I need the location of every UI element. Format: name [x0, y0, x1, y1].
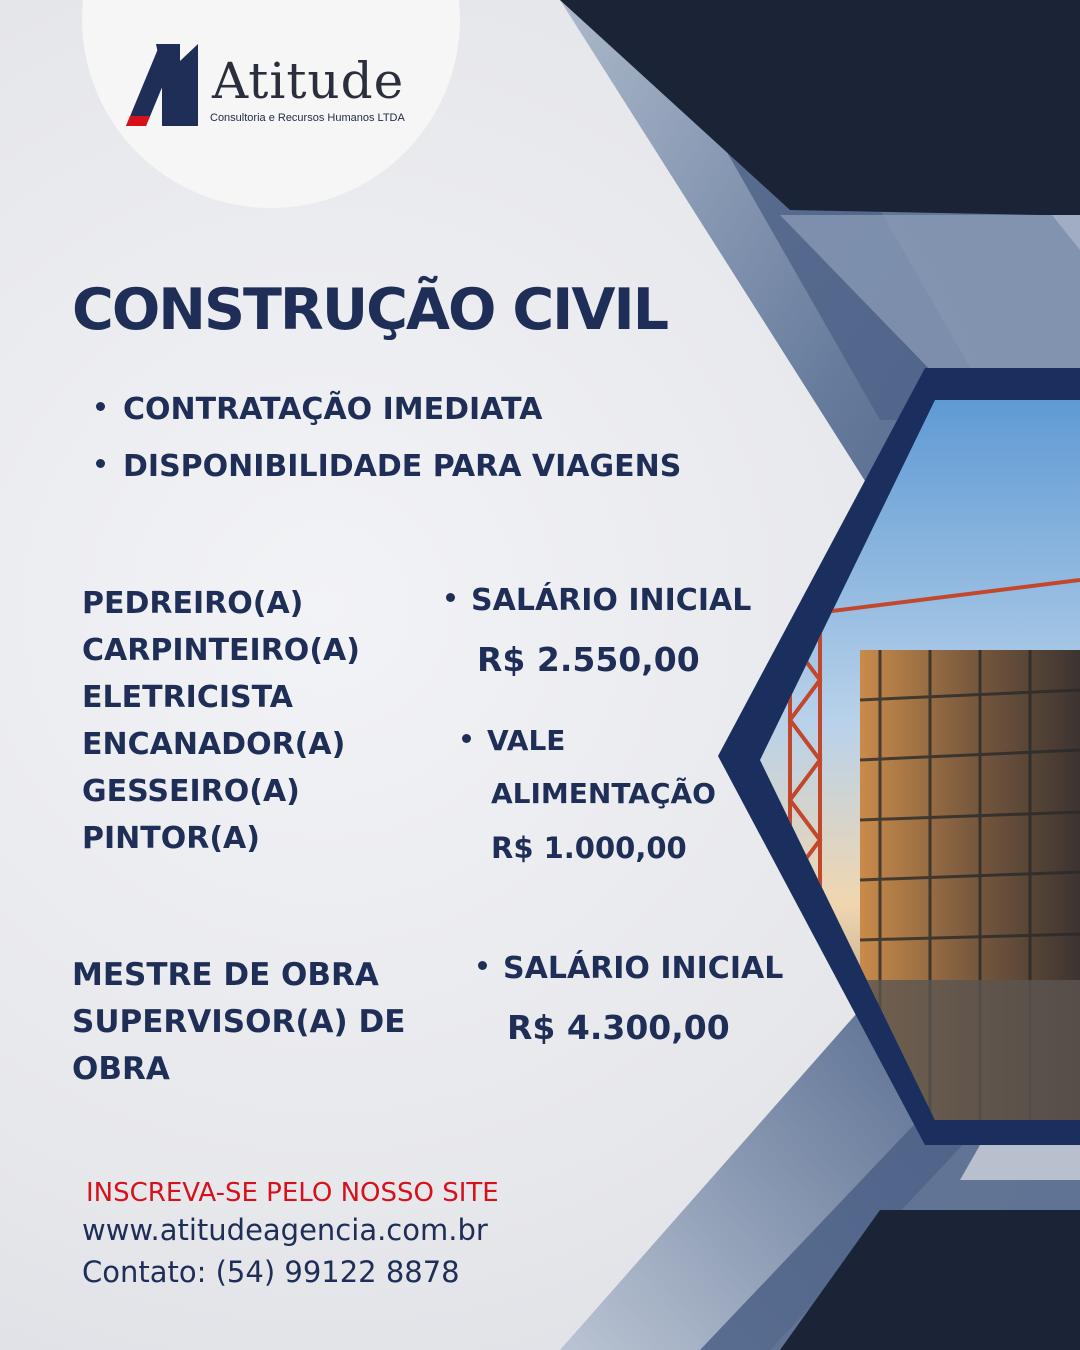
role-item: CARPINTEIRO(A) [82, 633, 360, 668]
role-item: PEDREIRO(A) [82, 586, 304, 621]
role-list-1 [82, 580, 360, 862]
bullet-icon [96, 459, 105, 468]
role-item: OBRA [72, 1051, 170, 1087]
highlight-item [96, 449, 682, 484]
salary-value-2: R$ 4.300,00 [507, 1008, 730, 1047]
role-item: GESSEIRO(A) [82, 774, 300, 809]
headline: CONSTRUÇÃO CIVIL [72, 277, 668, 343]
bullet-icon [478, 961, 487, 970]
logo-subtitle: Consultoria e Recursos Humanos LTDA [210, 112, 405, 124]
role-list-2 [72, 952, 405, 1093]
salary-label-1: SALÁRIO INICIAL [446, 586, 751, 616]
bullet-icon [446, 593, 455, 602]
benefit-label-2: ALIMENTAÇÃO [491, 777, 716, 810]
logo-a-icon [122, 42, 202, 130]
salary-value-1: R$ 2.550,00 [477, 640, 700, 679]
website-link[interactable]: www.atitudeagencia.com.br [82, 1213, 488, 1247]
role-item: PINTOR(A) [82, 821, 260, 856]
contact-phone: Contato: (54) 99122 8878 [82, 1255, 460, 1289]
bullet-icon [96, 402, 105, 411]
highlight-text: CONTRATAÇÃO IMEDIATA [123, 392, 543, 427]
highlight-text: DISPONIBILIDADE PARA VIAGENS [123, 449, 682, 484]
highlight-item [96, 392, 543, 427]
bullet-icon [462, 734, 471, 743]
role-item: SUPERVISOR(A) DE [72, 1004, 406, 1040]
benefit-value: R$ 1.000,00 [491, 831, 687, 865]
salary-label-2: SALÁRIO INICIAL [478, 954, 783, 984]
role-item: MESTRE DE OBRA [72, 957, 379, 993]
role-item: ELETRICISTA [82, 680, 293, 715]
logo-name: Atitude [212, 52, 405, 110]
role-item: ENCANADOR(A) [82, 727, 346, 762]
benefit-label: VALE [462, 727, 565, 755]
cta-text: INSCREVA-SE PELO NOSSO SITE [86, 1178, 499, 1208]
